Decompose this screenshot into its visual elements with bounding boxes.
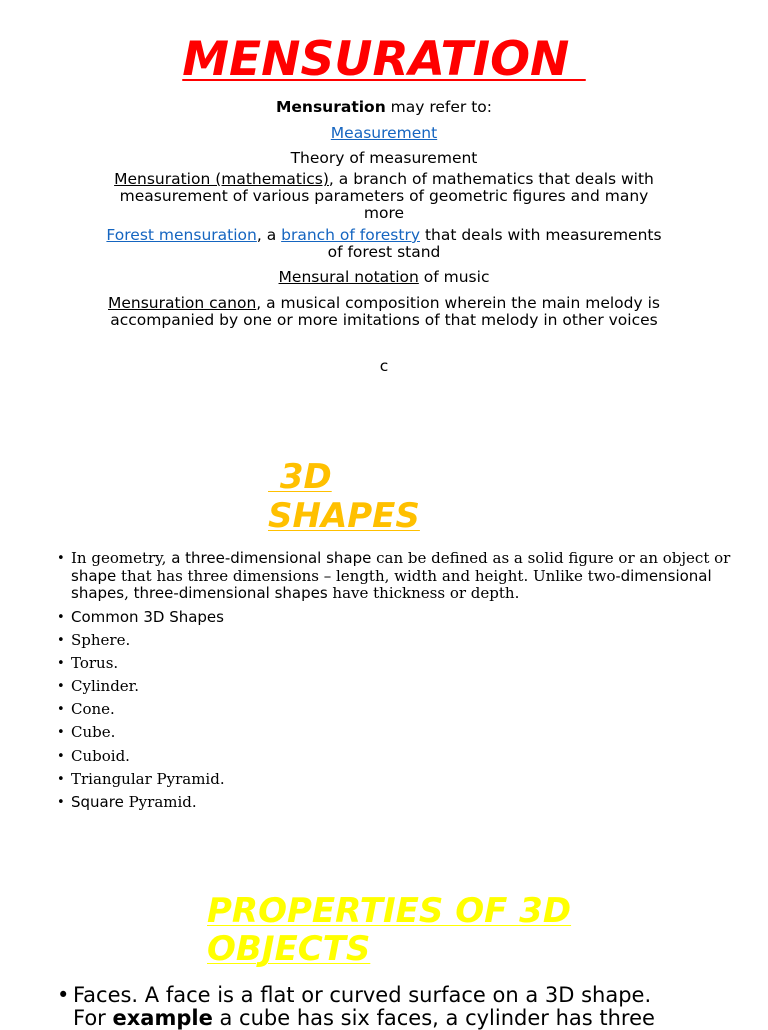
bullet-icon: • bbox=[57, 772, 65, 787]
list-item bbox=[57, 550, 737, 603]
properties-heading-line2: OBJECTS bbox=[207, 929, 371, 969]
list-item bbox=[57, 678, 737, 696]
bullet-icon: • bbox=[57, 551, 65, 566]
bullet-icon: • bbox=[57, 749, 65, 764]
measurement-line bbox=[100, 125, 668, 142]
shapes-heading-line1: 3D bbox=[268, 457, 332, 497]
bullet-icon: • bbox=[57, 656, 65, 671]
forest-mid: , a bbox=[256, 226, 282, 244]
intro-bold: Mensuration bbox=[275, 98, 386, 116]
list-item bbox=[57, 748, 737, 766]
intro-line bbox=[100, 99, 668, 116]
notation-link[interactable]: Mensural notation bbox=[278, 268, 419, 286]
notation-entry bbox=[100, 269, 668, 286]
shapes-intro-text: In geometry, a three-dimensional shape can be defined as a solid figure or an object or shape that has three dimensions – length, width and height. Unlike two-dimensional shapes, three-dimensional shapes have thickness or depth. bbox=[71, 549, 731, 602]
math-entry bbox=[100, 171, 668, 222]
notation-desc: of music bbox=[418, 268, 490, 286]
properties-heading-line1: PROPERTIES OF 3D bbox=[207, 891, 572, 931]
list-item bbox=[57, 655, 737, 673]
list-item bbox=[57, 701, 737, 719]
list-item bbox=[57, 984, 757, 1030]
shape-name: Sphere. bbox=[71, 631, 131, 649]
shape-name: Cube. bbox=[71, 723, 116, 741]
forest-mensuration-link[interactable]: Forest mensuration bbox=[106, 226, 257, 244]
canon-entry bbox=[100, 295, 668, 329]
branch-of-forestry-link[interactable]: branch of forestry bbox=[281, 226, 421, 244]
shape-name: Cylinder. bbox=[71, 677, 139, 695]
list-item bbox=[57, 609, 737, 627]
math-desc: , a branch of mathematics that deals with measurement of various parameters of geometric figures and many more bbox=[119, 170, 654, 222]
measurement-link[interactable]: Measurement bbox=[330, 124, 438, 142]
page-title: MENSURATION bbox=[182, 32, 586, 87]
bullet-icon: • bbox=[57, 725, 65, 740]
shape-name: Cone. bbox=[71, 700, 115, 718]
bullet-icon: • bbox=[57, 633, 65, 648]
list-item bbox=[57, 794, 737, 812]
bullet-icon: • bbox=[57, 679, 65, 694]
shape-name: Cuboid. bbox=[71, 747, 130, 765]
list-item bbox=[57, 724, 737, 742]
intro-rest: may refer to: bbox=[385, 98, 493, 116]
forest-entry bbox=[100, 227, 668, 261]
bullet-icon: • bbox=[57, 795, 65, 810]
faces-text: Faces. A face is a flat or curved surface on a 3D shape. For example a cube has six faces, a cylinder has three bbox=[73, 983, 655, 1030]
forest-desc: that deals with measurements of forest stand bbox=[327, 226, 662, 261]
bullet-icon: • bbox=[57, 702, 65, 717]
stray-char: c bbox=[379, 357, 389, 375]
bullet-icon: • bbox=[57, 610, 65, 625]
list-item bbox=[57, 632, 737, 650]
shapes-heading-line2: SHAPES bbox=[268, 496, 420, 536]
canon-desc: , a musical composition wherein the main melody is accompanied by one or more imitations of that melody in other voices bbox=[110, 294, 660, 329]
math-link[interactable]: Mensuration (mathematics) bbox=[114, 170, 329, 188]
shape-name: Torus. bbox=[71, 654, 119, 672]
theory-line: Theory of measurement bbox=[290, 149, 478, 167]
common-shapes-heading: Common 3D Shapes bbox=[71, 608, 224, 626]
shape-name: Triangular Pyramid. bbox=[71, 770, 225, 788]
canon-link[interactable]: Mensuration canon bbox=[108, 294, 257, 312]
shape-name: Square Pyramid. bbox=[71, 793, 197, 811]
list-item bbox=[57, 771, 737, 789]
bullet-icon: • bbox=[57, 983, 70, 1007]
